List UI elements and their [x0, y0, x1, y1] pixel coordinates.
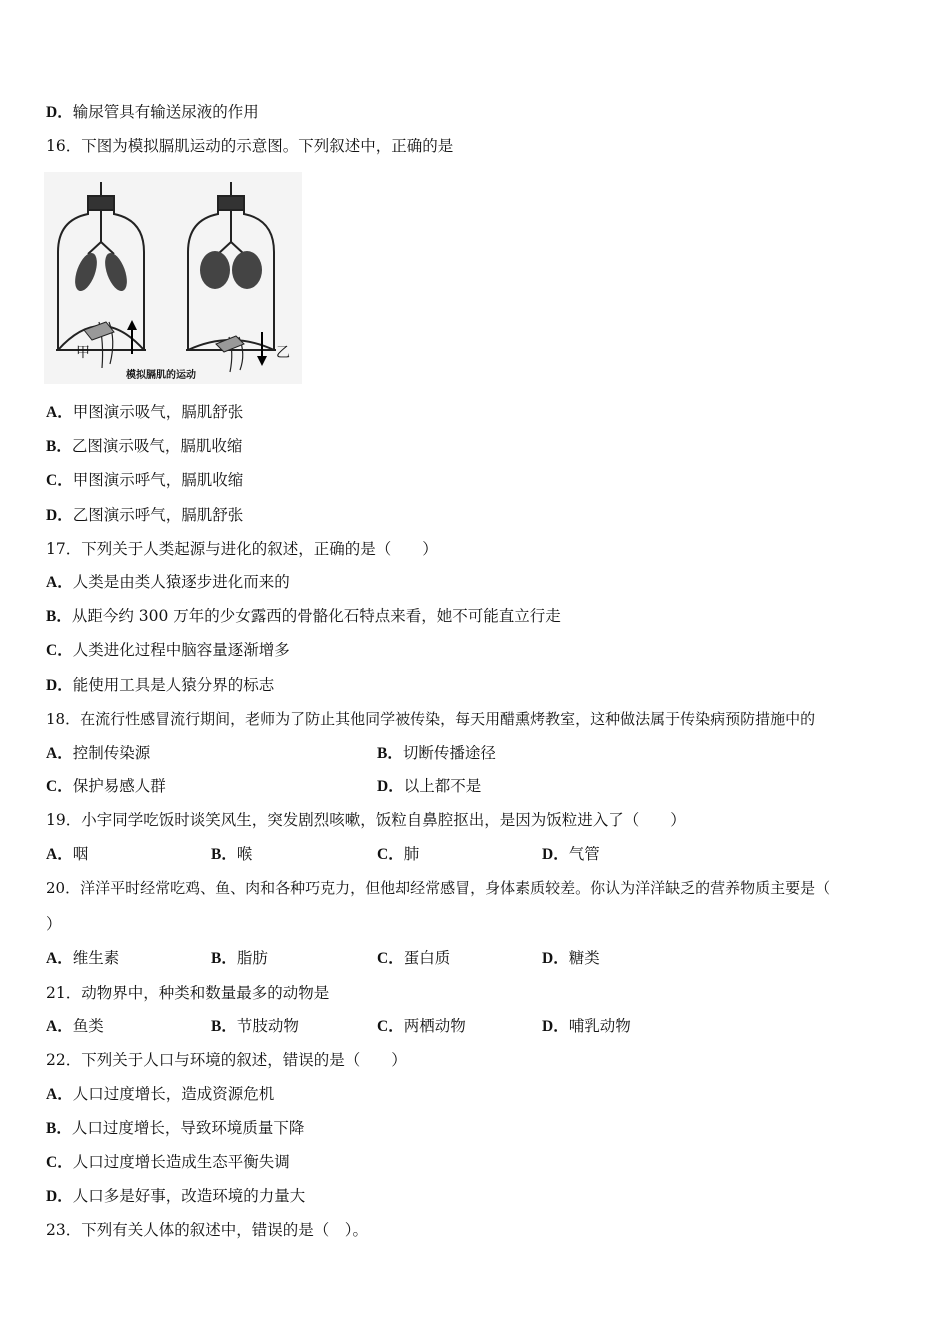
option-label: D． [542, 1018, 569, 1035]
option-label: A． [46, 1018, 73, 1035]
option-text: 维生素 [72, 949, 120, 967]
option-text: 两栖动物 [403, 1017, 466, 1035]
option-text: 保护易感人群 [72, 777, 166, 795]
q18-option-b [377, 743, 496, 764]
option-label: B． [211, 846, 237, 863]
option-text: 切断传播途径 [402, 744, 496, 762]
q21-stem: 21．动物界中，种类和数量最多的动物是 [46, 984, 330, 1002]
option-label: C． [377, 1018, 404, 1035]
q17-option-c [46, 640, 290, 661]
option-text: 甲图演示呼气，膈肌收缩 [72, 471, 244, 489]
option-text: 脂肪 [236, 949, 268, 967]
q20-stem: 20．洋洋平时经常吃鸡、鱼、肉和各种巧克力，但他却经常感冒，身体素质较差。你认为洋洋缺乏的营养物质主要是（ [46, 879, 831, 897]
q19-option-a [46, 844, 88, 865]
q21-option-b [211, 1016, 299, 1037]
q18-stem: 18．在流行性感冒流行期间，老师为了防止其他同学被传染，每天用醋熏烤教室，这种做法属于传染病预防措施中的 [46, 710, 816, 728]
q19-stem: 19．小宇同学吃饭时谈笑风生，突发剧烈咳嗽，饭粒自鼻腔抠出，是因为饭粒进入了（ ） [46, 811, 686, 829]
q20-stem-continued: ） [46, 915, 62, 933]
option-text: 肺 [403, 845, 420, 863]
option-label: B． [46, 438, 72, 455]
option-label: A． [46, 404, 73, 421]
option-label: C． [377, 846, 404, 863]
option-label: D． [542, 950, 569, 967]
q21-option-a [46, 1016, 104, 1037]
option-label: D． [46, 677, 73, 694]
option-label: A． [46, 846, 73, 863]
q18-option-d [377, 776, 481, 797]
q19-option-b [211, 844, 252, 865]
q19-option-c [377, 844, 419, 865]
option-label: D． [542, 846, 569, 863]
option-label: B． [46, 1120, 72, 1137]
q22-option-c [46, 1152, 290, 1173]
option-text: 输尿管具有输送尿液的作用 [72, 103, 259, 121]
option-text: 人口多是好事，改造环境的力量大 [72, 1187, 306, 1205]
option-label: B． [211, 1018, 237, 1035]
option-label: C． [377, 950, 404, 967]
option-text: 喉 [236, 845, 253, 863]
option-text: 人口过度增长造成生态平衡失调 [72, 1153, 290, 1171]
q16-option-b [46, 436, 242, 457]
figure-caption: 模拟膈肌的运动 [126, 370, 196, 381]
q16-option-d [46, 505, 243, 526]
option-text: 咽 [72, 845, 89, 863]
option-label: D． [46, 104, 73, 121]
option-label: A． [46, 950, 73, 967]
option-text: 人口过度增长，造成资源危机 [72, 1085, 275, 1103]
q22-stem: 22．下列关于人口与环境的叙述，错误的是（ ） [46, 1051, 407, 1069]
option-text: 人口过度增长，导致环境质量下降 [71, 1119, 305, 1137]
option-text: 蛋白质 [403, 949, 451, 967]
q22-option-b [46, 1118, 304, 1139]
q20-option-c [377, 948, 450, 969]
option-label: A． [46, 1086, 73, 1103]
q15-option-d [46, 102, 259, 123]
option-text: 人类是由类人猿逐步进化而来的 [72, 573, 290, 591]
option-label: B． [46, 608, 72, 625]
option-label: C． [46, 642, 73, 659]
option-label: A． [46, 745, 73, 762]
option-text: 节肢动物 [236, 1017, 299, 1035]
option-text: 气管 [568, 845, 600, 863]
q20-option-a [46, 948, 119, 969]
q18-option-c [46, 776, 166, 797]
option-text: 甲图演示吸气，膈肌舒张 [72, 403, 244, 421]
q17-option-d [46, 675, 274, 696]
option-text: 能使用工具是人猿分界的标志 [72, 676, 275, 694]
option-text: 以上都不是 [403, 777, 482, 795]
q16-option-a [46, 402, 243, 423]
option-text: 哺乳动物 [568, 1017, 631, 1035]
option-text: 乙图演示吸气，膈肌收缩 [71, 437, 243, 455]
q19-option-d [542, 844, 600, 865]
q22-option-a [46, 1084, 274, 1105]
q16-stem: 16．下图为模拟膈肌运动的示意图。下列叙述中，正确的是 [46, 137, 454, 155]
figure-label-left: 甲 [76, 345, 90, 361]
q21-option-d [542, 1016, 631, 1037]
q17-option-a [46, 572, 290, 593]
q20-option-b [211, 948, 268, 969]
q17-stem: 17．下列关于人类起源与进化的叙述，正确的是（ ） [46, 540, 438, 558]
option-text: 鱼类 [72, 1017, 104, 1035]
option-text: 乙图演示呼气，膈肌舒张 [72, 506, 244, 524]
option-text: 人类进化过程中脑容量逐渐增多 [72, 641, 290, 659]
option-label: B． [377, 745, 403, 762]
q20-option-d [542, 948, 600, 969]
q22-option-d [46, 1186, 305, 1207]
option-label: D． [46, 507, 73, 524]
option-label: A． [46, 574, 73, 591]
option-label: D． [46, 1188, 73, 1205]
q18-option-a [46, 743, 150, 764]
figure-label-right: 乙 [276, 345, 290, 361]
diaphragm-model-figure [44, 172, 302, 384]
option-label: D． [377, 778, 404, 795]
option-text: 从距今约 300 万年的少女露西的骨骼化石特点来看，她不可能直立行走 [71, 607, 561, 625]
option-label: C． [46, 472, 73, 489]
option-label: C． [46, 1154, 73, 1171]
option-text: 控制传染源 [72, 744, 151, 762]
q21-option-c [377, 1016, 466, 1037]
option-text: 糖类 [568, 949, 600, 967]
q23-stem: 23．下列有关人体的叙述中，错误的是（ ）。 [46, 1221, 368, 1239]
q16-option-c [46, 470, 243, 491]
q17-option-b [46, 606, 561, 627]
option-label: C． [46, 778, 73, 795]
option-label: B． [211, 950, 237, 967]
